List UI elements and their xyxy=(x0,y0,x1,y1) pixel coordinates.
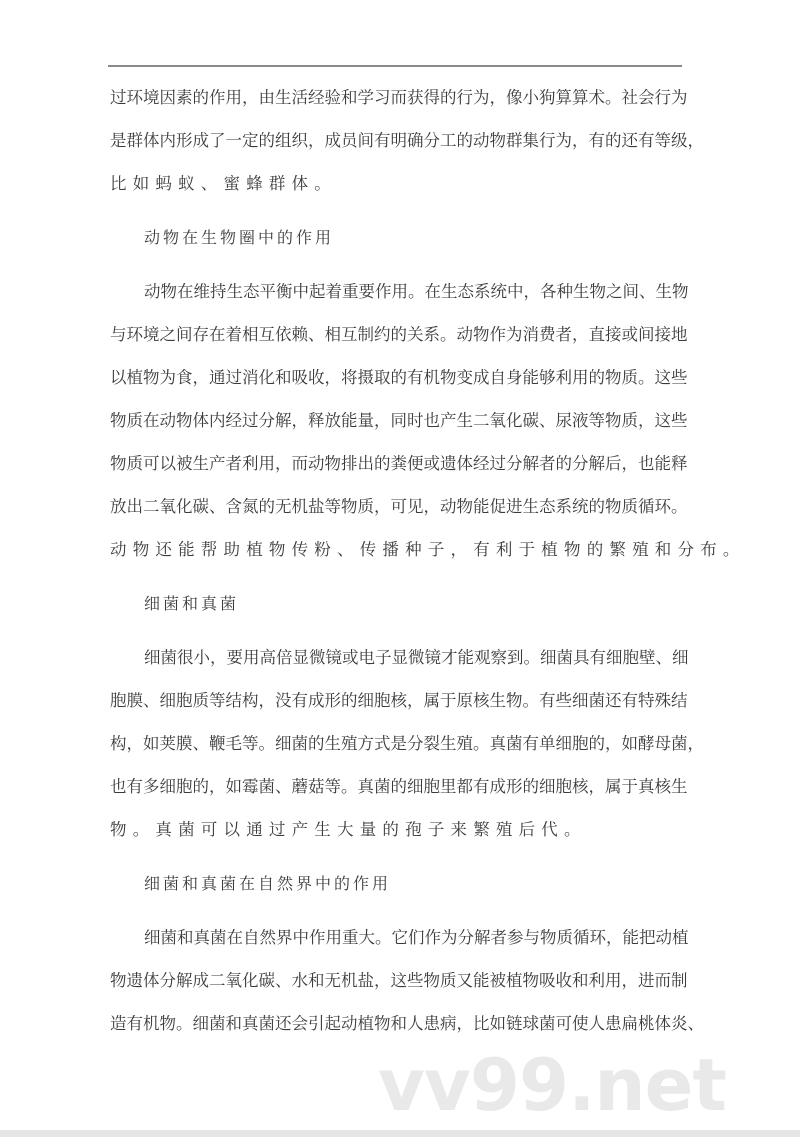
section-heading-text: 细菌和真菌 xyxy=(144,594,240,613)
section-heading-text: 细菌和真菌在自然界中的作用 xyxy=(144,874,392,893)
paragraph-line: 细菌很小，要用高倍显微镜或电子显微镜才能观察到。细菌具有细胞壁、细 xyxy=(144,648,689,667)
paragraph-line: 与环境之间存在着相互依赖、相互制约的关系。动物作为消费者，直接或间接地 xyxy=(110,325,688,344)
paragraph-line: 也有多细胞的，如霉菌、蘑菇等。真菌的细胞里都有成形的细胞核，属于真核生 xyxy=(110,777,688,796)
paragraph xyxy=(110,76,704,205)
paragraph-line: 动物还能帮助植物传粉、传播种子，有利于植物的繁殖和分布。 xyxy=(110,540,746,559)
paragraph xyxy=(110,636,704,851)
paragraph xyxy=(110,916,704,1045)
paragraph-line: 造有机物。细菌和真菌还会引起动植物和人患病，比如链球菌可使人患扁桃体炎、 xyxy=(110,1014,704,1033)
watermark: vv99.net xyxy=(378,1043,726,1127)
paragraph-line: 物遗体分解成二氧化碳、水和无机盐，这些物质又能被植物吸收和利用，进而制 xyxy=(110,971,688,990)
paragraph-line: 细菌和真菌在自然界中作用重大。它们作为分解者参与物质循环，能把动植 xyxy=(144,928,689,947)
paragraph-line: 胞膜、细胞质等结构，没有成形的细胞核，属于原核生物。有些细菌还有特殊结 xyxy=(110,691,688,710)
paragraph-line: 比如蚂蚁、蜜蜂群体。 xyxy=(110,174,337,193)
section-heading-text: 动物在生物圈中的作用 xyxy=(144,228,335,247)
paragraph-line: 物质在动物体内经过分解，释放能量，同时也产生二氧化碳、尿液等物质，这些 xyxy=(110,411,688,430)
paragraph-line: 构，如荚膜、鞭毛等。细菌的生殖方式是分裂生殖。真菌有单细胞的，如酵母菌， xyxy=(110,734,704,753)
section-heading xyxy=(110,582,682,625)
section-heading xyxy=(110,862,682,905)
paragraph-line: 过环境因素的作用，由生活经验和学习而获得的行为，像小狗算算术。社会行为 xyxy=(110,88,688,107)
paragraph-line: 物质可以被生产者利用，而动物排出的粪便或遗体经过分解者的分解后，也能释 xyxy=(110,454,688,473)
document-body xyxy=(110,76,746,1045)
paragraph xyxy=(110,270,746,571)
paragraph-line: 是群体内形成了一定的组织，成员间有明确分工的动物群集行为，有的还有等级， xyxy=(110,131,704,150)
page-bottom-edge xyxy=(0,1130,800,1137)
paragraph-line: 以植物为食，通过消化和吸收，将摄取的有机物变成自身能够利用的物质。这些 xyxy=(110,368,688,387)
paragraph-line: 物。真菌可以通过产生大量的孢子来繁殖后代。 xyxy=(110,820,587,839)
paragraph-line: 动物在维持生态平衡中起着重要作用。在生态系统中，各种生物之间、生物 xyxy=(144,282,689,301)
paragraph-line: 放出二氧化碳、含氮的无机盐等物质，可见，动物能促进生态系统的物质循环。 xyxy=(110,497,688,516)
section-heading xyxy=(110,216,682,259)
header-rule xyxy=(108,65,682,67)
